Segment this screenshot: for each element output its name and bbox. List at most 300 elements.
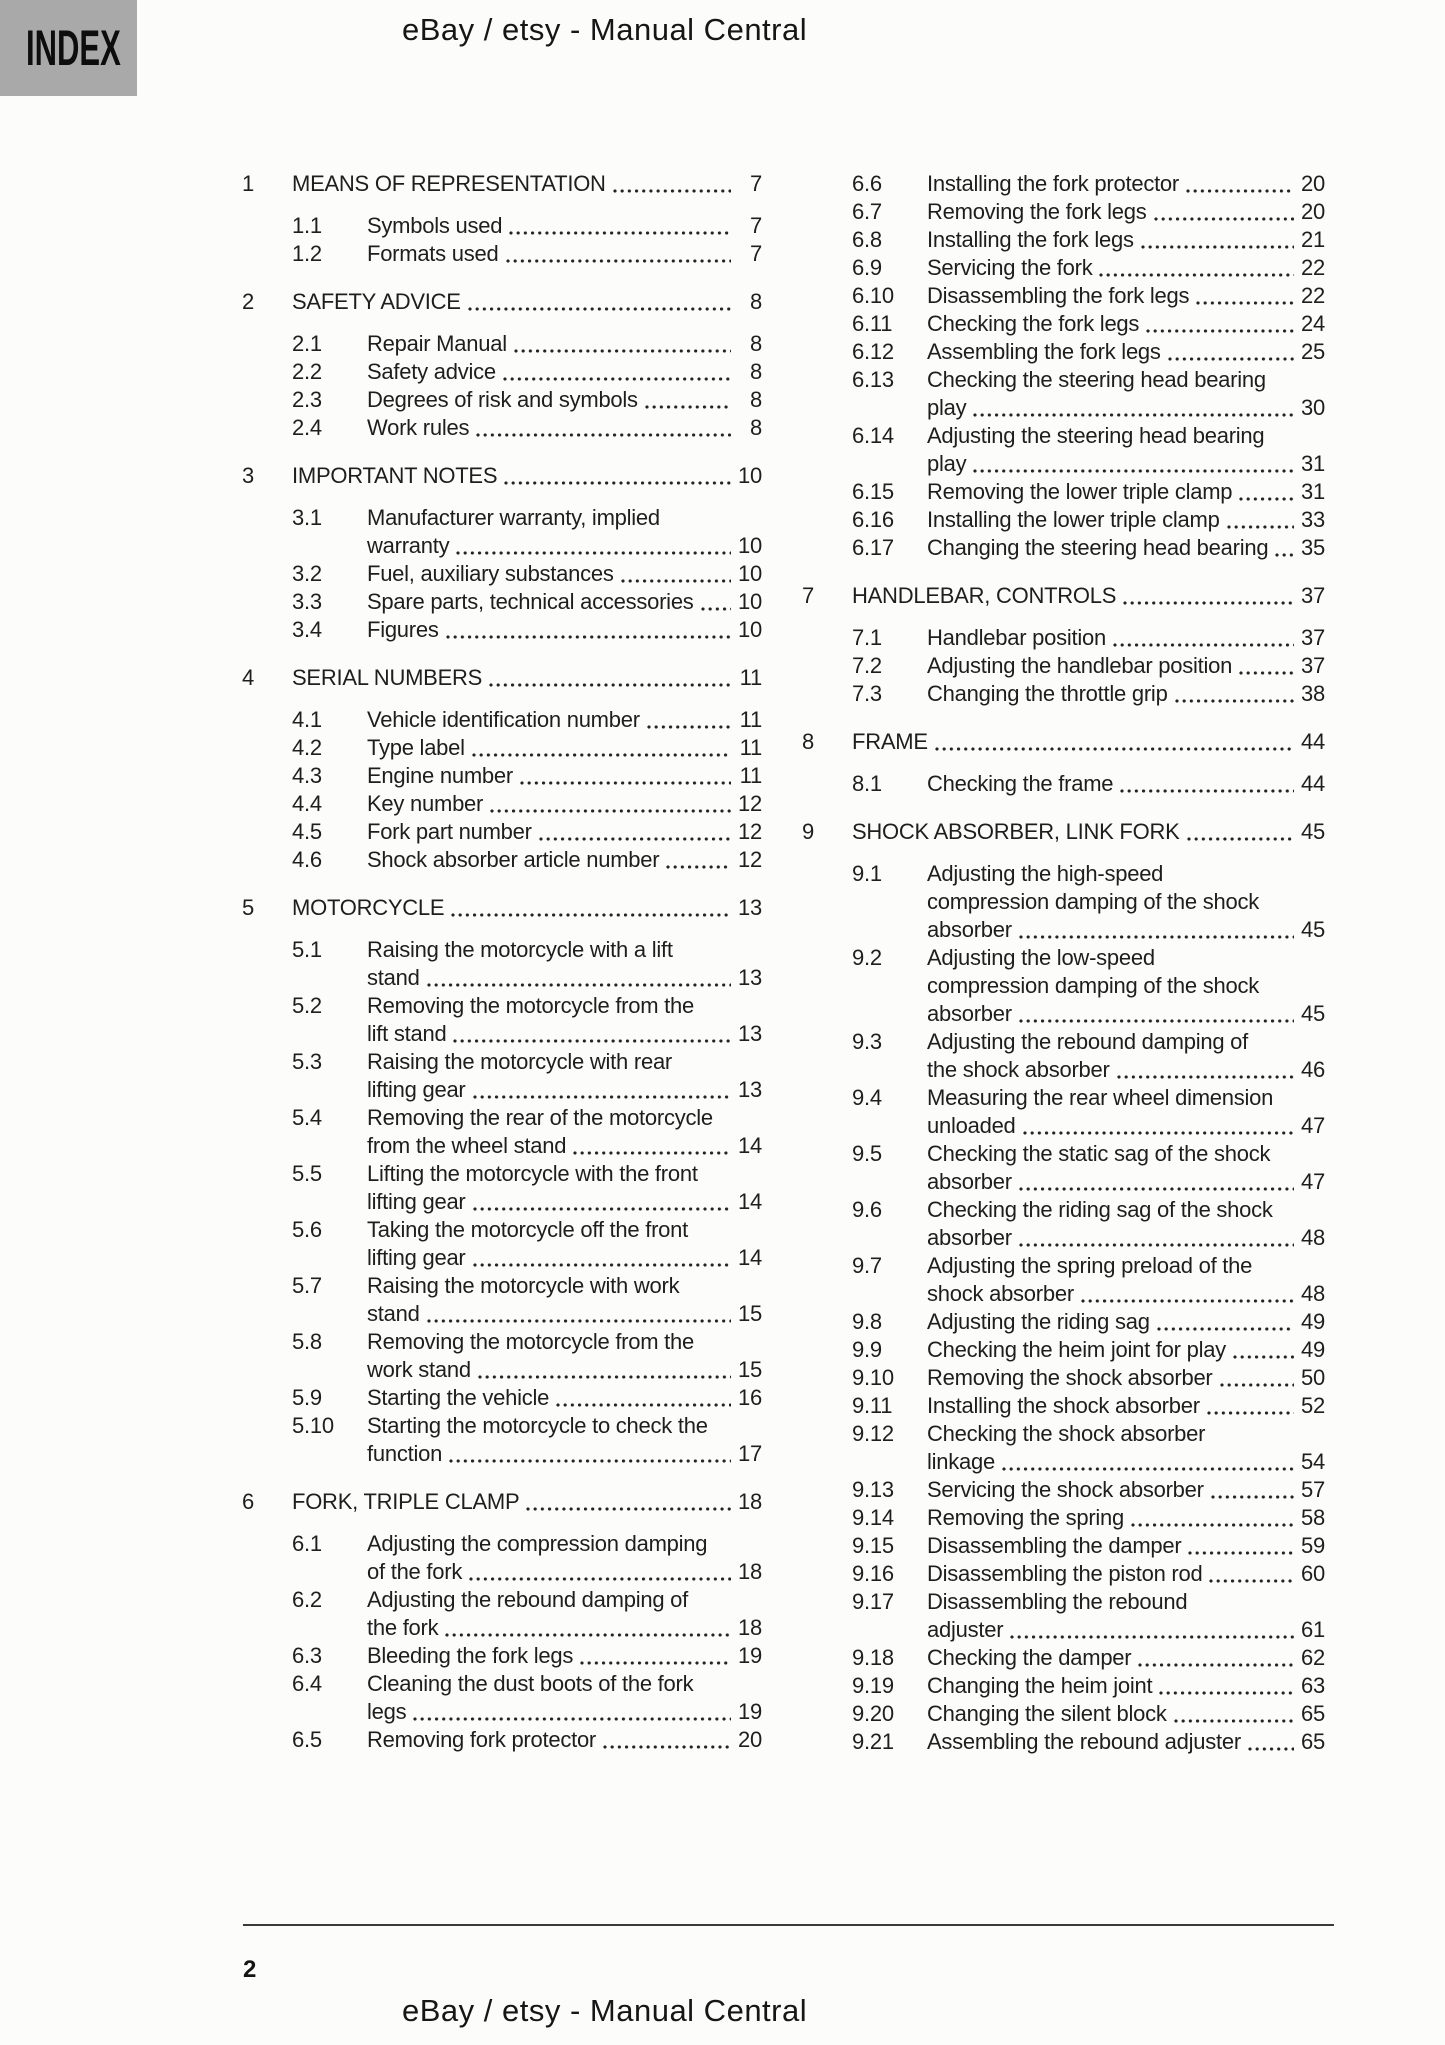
toc-entry-number: 9.10 xyxy=(852,1365,894,1390)
toc-entry-title: legs xyxy=(367,1699,407,1724)
toc-entry-page: 15 xyxy=(738,1357,762,1382)
toc-entry-number: 4.4 xyxy=(292,791,322,816)
toc-entry-number: 7 xyxy=(802,583,814,608)
toc-entry-page: 19 xyxy=(738,1699,762,1724)
toc-entry-number: 6.17 xyxy=(852,535,894,560)
toc-entry-row xyxy=(242,616,762,644)
toc-section-title: SAFETY ADVICE xyxy=(292,289,461,314)
toc-entry-page: 8 xyxy=(750,331,762,356)
toc-entry-title: Starting the vehicle xyxy=(367,1385,550,1410)
toc-entry-number: 9.7 xyxy=(852,1253,882,1278)
toc-entry-title: Installing the fork legs xyxy=(927,227,1134,252)
toc-entry-number: 6.9 xyxy=(852,255,882,280)
toc-entry-title: lifting gear xyxy=(367,1077,466,1102)
toc-entry-page: 49 xyxy=(1301,1337,1325,1362)
toc-entry-page: 13 xyxy=(738,895,762,920)
toc-entry-number: 4 xyxy=(242,665,254,690)
dot-leader xyxy=(1220,1383,1294,1387)
toc-entry-title: warranty xyxy=(367,533,450,558)
toc-entry-row xyxy=(802,1252,1325,1308)
toc-entry-title: Removing the fork legs xyxy=(927,199,1147,224)
toc-entry-number: 6.16 xyxy=(852,507,894,532)
toc-section-title: FORK, TRIPLE CLAMP xyxy=(292,1489,520,1514)
toc-entry-title: Starting the motorcycle to check the xyxy=(367,1413,708,1438)
toc-entry-row xyxy=(802,624,1325,652)
toc-entry-title: Removing the lower triple clamp xyxy=(927,479,1233,504)
toc-entry-page: 10 xyxy=(738,589,762,614)
toc-entry-page: 31 xyxy=(1301,479,1325,504)
toc-entry-page: 49 xyxy=(1301,1309,1325,1334)
toc-section-row xyxy=(242,462,762,490)
toc-entry-title: Assembling the rebound adjuster xyxy=(927,1729,1241,1754)
dot-leader xyxy=(1141,245,1294,249)
toc-entry-title: Adjusting the high-speed xyxy=(927,861,1164,886)
toc-entry-title: Checking the static sag of the shock xyxy=(927,1141,1271,1166)
toc-entry-row xyxy=(802,1420,1325,1476)
toc-entry-row xyxy=(802,310,1325,338)
toc-entry-title: Changing the silent block xyxy=(927,1701,1167,1726)
toc-entry-title: Adjusting the steering head bearing xyxy=(927,423,1265,448)
dot-leader xyxy=(1120,789,1294,793)
toc-entry-page: 50 xyxy=(1301,1365,1325,1390)
toc-entry-title: the shock absorber xyxy=(927,1057,1110,1082)
footer-title: eBay / etsy - Manual Central xyxy=(402,1993,808,2028)
toc-entry-title: Measuring the rear wheel dimension xyxy=(927,1085,1274,1110)
toc-entry-number: 6.13 xyxy=(852,367,894,392)
toc-entry-page: 45 xyxy=(1301,1001,1325,1026)
toc-entry-title: Installing the lower triple clamp xyxy=(927,507,1220,532)
toc-entry-page: 18 xyxy=(738,1615,762,1640)
dot-leader xyxy=(1188,1551,1294,1555)
toc-entry-number: 9.11 xyxy=(852,1393,893,1418)
toc-entry-row xyxy=(802,254,1325,282)
toc-section-row xyxy=(242,288,762,316)
toc-entry-title: Raising the motorcycle with rear xyxy=(367,1049,673,1074)
toc-entry-page: 7 xyxy=(750,171,762,196)
toc-entry-title: Manufacturer warranty, implied xyxy=(367,505,660,530)
dot-leader xyxy=(1113,643,1294,647)
toc-entry-number: 6 xyxy=(242,1489,254,1514)
toc-entry-title: Safety advice xyxy=(367,359,496,384)
toc-entry-number: 9.15 xyxy=(852,1533,894,1558)
dot-leader xyxy=(469,1577,731,1581)
dot-leader xyxy=(1233,1355,1294,1359)
toc-entry-row xyxy=(242,1412,762,1468)
toc-entry-title: Changing the throttle grip xyxy=(927,681,1168,706)
toc-entry-number: 9.1 xyxy=(852,861,882,886)
dot-leader xyxy=(446,635,731,639)
toc-entry-page: 12 xyxy=(738,847,762,872)
toc-entry-title: Shock absorber article number xyxy=(367,847,660,872)
toc-entry-title: Changing the heim joint xyxy=(927,1673,1153,1698)
toc-entry-page: 46 xyxy=(1301,1057,1325,1082)
toc-entry-number: 9.5 xyxy=(852,1141,882,1166)
toc-entry-title: Vehicle identification number xyxy=(367,707,640,732)
toc-entry-title: Adjusting the rebound damping of xyxy=(367,1587,689,1612)
toc-entry-number: 9.19 xyxy=(852,1673,894,1698)
toc-entry-number: 6.2 xyxy=(292,1587,322,1612)
toc-entry-number: 5.10 xyxy=(292,1413,334,1438)
dot-leader xyxy=(506,259,732,263)
dot-leader xyxy=(1010,1635,1294,1639)
dot-leader xyxy=(427,1319,731,1323)
toc-entry-page: 13 xyxy=(738,965,762,990)
toc-entry-row xyxy=(242,240,762,268)
toc-entry-row xyxy=(802,944,1325,1028)
toc-entry-title: adjuster xyxy=(927,1617,1004,1642)
toc-entry-number: 6.10 xyxy=(852,283,894,308)
toc-entry-page: 63 xyxy=(1301,1673,1325,1698)
toc-entry-number: 2.1 xyxy=(292,331,322,356)
toc-entry-title: Taking the motorcycle off the front xyxy=(367,1217,689,1242)
toc-entry-row xyxy=(802,422,1325,478)
dot-leader xyxy=(666,865,731,869)
toc-entry-number: 2.4 xyxy=(292,415,322,440)
dot-leader xyxy=(445,1633,731,1637)
toc-entry-title: stand xyxy=(367,965,420,990)
dot-leader xyxy=(1117,1075,1294,1079)
dot-leader xyxy=(514,349,731,353)
toc-entry-row xyxy=(242,1530,762,1586)
toc-entry-title: Figures xyxy=(367,617,439,642)
toc-entry-page: 65 xyxy=(1301,1701,1325,1726)
toc-entry-number: 5 xyxy=(242,895,254,920)
toc-entry-page: 11 xyxy=(739,707,762,732)
toc-entry-page: 30 xyxy=(1301,395,1325,420)
toc-entry-row xyxy=(242,734,762,762)
toc-entry-number: 3.3 xyxy=(292,589,322,614)
toc-entry-row xyxy=(242,1048,762,1104)
toc-entry-row xyxy=(242,846,762,874)
toc-section-row xyxy=(242,170,762,198)
toc-entry-row xyxy=(242,1160,762,1216)
dot-leader xyxy=(1239,497,1294,501)
toc-entry-number: 9.3 xyxy=(852,1029,882,1054)
toc-entry-number: 7.2 xyxy=(852,653,882,678)
toc-entry-page: 8 xyxy=(750,289,762,314)
dot-leader xyxy=(478,1375,731,1379)
toc-entry-title: Changing the steering head bearing xyxy=(927,535,1269,560)
toc-entry-page: 21 xyxy=(1301,227,1325,252)
toc-entry-title: Checking the heim joint for play xyxy=(927,1337,1226,1362)
toc-entry-title: Lifting the motorcycle with the front xyxy=(367,1161,698,1186)
toc-entry-number: 5.5 xyxy=(292,1161,322,1186)
toc-entry-row xyxy=(242,504,762,560)
toc-entry-title: Disassembling the rebound xyxy=(927,1589,1188,1614)
toc-entry-number: 6.11 xyxy=(852,311,893,336)
toc-section-title: MEANS OF REPRESENTATION xyxy=(292,171,606,196)
toc-section-row xyxy=(802,582,1325,610)
dot-leader xyxy=(621,579,731,583)
toc-entry-title: lift stand xyxy=(367,1021,447,1046)
toc-entry-page: 38 xyxy=(1301,681,1325,706)
toc-entry-row xyxy=(242,1726,762,1754)
toc-entry-number: 2 xyxy=(242,289,254,314)
toc-entry-page: 8 xyxy=(750,415,762,440)
toc-entry-title: play xyxy=(927,451,967,476)
toc-entry-page: 11 xyxy=(739,735,762,760)
index-badge xyxy=(0,0,137,96)
toc-entry-row xyxy=(242,1216,762,1272)
dot-leader xyxy=(1211,1495,1294,1499)
toc-entry-row xyxy=(242,936,762,992)
toc-entry-page: 47 xyxy=(1301,1169,1325,1194)
toc-entry-title: linkage xyxy=(927,1449,995,1474)
toc-entry-row xyxy=(802,478,1325,506)
toc-entry-number: 4.6 xyxy=(292,847,322,872)
toc-entry-number: 5.1 xyxy=(292,937,322,962)
toc-entry-row xyxy=(242,1642,762,1670)
toc-entry-row xyxy=(242,762,762,790)
toc-entry-title: lifting gear xyxy=(367,1245,466,1270)
toc-entry-row xyxy=(242,1586,762,1642)
toc-entry-title: compression damping of the shock xyxy=(927,889,1259,914)
toc-entry-row xyxy=(802,1644,1325,1672)
toc-entry-row xyxy=(802,1308,1325,1336)
toc-entry-row xyxy=(242,1328,762,1384)
toc-entry-page: 60 xyxy=(1301,1561,1325,1586)
toc-entry-row xyxy=(242,1670,762,1726)
toc-entry-row xyxy=(242,560,762,588)
dot-leader xyxy=(1081,1299,1294,1303)
toc-section-row xyxy=(802,728,1325,756)
toc-entry-row xyxy=(802,1476,1325,1504)
toc-entry-title: shock absorber xyxy=(927,1281,1074,1306)
toc-entry-row xyxy=(802,1728,1325,1756)
toc-entry-title: Formats used xyxy=(367,241,499,266)
dot-leader xyxy=(476,433,731,437)
toc-entry-page: 22 xyxy=(1301,255,1325,280)
toc-entry-page: 14 xyxy=(738,1189,762,1214)
toc-entry-number: 6.12 xyxy=(852,339,894,364)
dot-leader xyxy=(1248,1747,1294,1751)
toc-entry-page: 12 xyxy=(738,819,762,844)
toc-entry-title: Fuel, auxiliary substances xyxy=(367,561,614,586)
dot-leader xyxy=(647,725,731,729)
toc-entry-number: 6.4 xyxy=(292,1671,322,1696)
toc-entry-title: Degrees of risk and symbols xyxy=(367,387,638,412)
dot-leader xyxy=(472,753,731,757)
toc-section-title: FRAME xyxy=(852,729,928,754)
toc-entry-page: 7 xyxy=(750,213,762,238)
footer-divider xyxy=(243,1924,1334,1926)
toc-entry-number: 9.6 xyxy=(852,1197,882,1222)
toc-entry-number: 4.1 xyxy=(292,707,322,732)
toc-entry-page: 37 xyxy=(1301,625,1325,650)
toc-section-title: IMPORTANT NOTES xyxy=(292,463,498,488)
toc-entry-title: Removing the motorcycle from the xyxy=(367,993,695,1018)
dot-leader xyxy=(613,189,731,193)
dot-leader xyxy=(935,747,1294,751)
dot-leader xyxy=(1239,671,1294,675)
toc-entry-number: 1 xyxy=(242,171,254,196)
toc-entry-page: 14 xyxy=(738,1133,762,1158)
dot-leader xyxy=(451,913,731,917)
toc-entry-title: Servicing the shock absorber xyxy=(927,1477,1204,1502)
toc-entry-row xyxy=(242,790,762,818)
toc-entry-title: Checking the riding sag of the shock xyxy=(927,1197,1273,1222)
toc-entry-number: 5.7 xyxy=(292,1273,322,1298)
toc-entry-title: Removing the rear of the motorcycle xyxy=(367,1105,713,1130)
dot-leader xyxy=(1099,273,1294,277)
toc-entry-row xyxy=(802,1532,1325,1560)
toc-entry-number: 3.4 xyxy=(292,617,322,642)
dot-leader xyxy=(1023,1131,1294,1135)
toc-entry-title: Work rules xyxy=(367,415,470,440)
dot-leader xyxy=(453,1039,731,1043)
toc-entry-title: Key number xyxy=(367,791,484,816)
dot-leader xyxy=(526,1507,731,1511)
toc-entry-number: 9 xyxy=(802,819,814,844)
toc-entry-number: 9.13 xyxy=(852,1477,894,1502)
toc-entry-number: 5.3 xyxy=(292,1049,322,1074)
toc-entry-number: 4.5 xyxy=(292,819,322,844)
toc-entry-row xyxy=(802,860,1325,944)
toc-entry-number: 9.2 xyxy=(852,945,882,970)
index-badge-label: INDEX xyxy=(26,20,121,76)
toc-entry-row xyxy=(802,1588,1325,1644)
toc-entry-title: Installing the shock absorber xyxy=(927,1393,1200,1418)
toc-entry-number: 1.2 xyxy=(292,241,322,266)
toc-entry-row xyxy=(802,226,1325,254)
toc-entry-page: 16 xyxy=(738,1385,762,1410)
toc-entry-row xyxy=(242,992,762,1048)
toc-entry-number: 6.1 xyxy=(292,1531,322,1556)
dot-leader xyxy=(1275,553,1294,557)
toc-entry-row xyxy=(802,1560,1325,1588)
toc-entry-page: 48 xyxy=(1301,1225,1325,1250)
toc-entry-page: 48 xyxy=(1301,1281,1325,1306)
toc-entry-page: 65 xyxy=(1301,1729,1325,1754)
dot-leader xyxy=(413,1717,731,1721)
dot-leader xyxy=(449,1459,731,1463)
toc-entry-number: 6.14 xyxy=(852,423,894,448)
dot-leader xyxy=(1131,1523,1294,1527)
toc-entry-page: 10 xyxy=(738,561,762,586)
dot-leader xyxy=(973,469,1294,473)
toc-entry-page: 20 xyxy=(1301,171,1325,196)
toc-entry-number: 5.6 xyxy=(292,1217,322,1242)
dot-leader xyxy=(1019,1243,1294,1247)
toc-entry-number: 9.12 xyxy=(852,1421,894,1446)
toc-entry-row xyxy=(802,1700,1325,1728)
dot-leader xyxy=(473,1207,731,1211)
toc-entry-number: 3.1 xyxy=(292,505,322,530)
dot-leader xyxy=(1019,1019,1294,1023)
toc-entry-page: 17 xyxy=(738,1441,762,1466)
dot-leader xyxy=(1159,1691,1294,1695)
toc-entry-page: 7 xyxy=(750,241,762,266)
toc-entry-page: 35 xyxy=(1301,535,1325,560)
toc-entry-number: 9.16 xyxy=(852,1561,894,1586)
toc-entry-page: 10 xyxy=(738,617,762,642)
toc-entry-title: Spare parts, technical accessories xyxy=(367,589,694,614)
toc-entry-number: 6.15 xyxy=(852,479,894,504)
dot-leader xyxy=(1207,1411,1294,1415)
toc-entry-row xyxy=(242,212,762,240)
header-title: eBay / etsy - Manual Central xyxy=(402,12,808,47)
dot-leader xyxy=(1138,1663,1294,1667)
toc-section-row xyxy=(802,818,1325,846)
toc-entry-page: 22 xyxy=(1301,283,1325,308)
toc-entry-page: 25 xyxy=(1301,339,1325,364)
dot-leader xyxy=(1002,1467,1294,1471)
toc-entry-number: 4.3 xyxy=(292,763,322,788)
toc-entry-title: Checking the frame xyxy=(927,771,1114,796)
dot-leader xyxy=(473,1263,731,1267)
toc-entry-row xyxy=(802,506,1325,534)
toc-entry-title: lifting gear xyxy=(367,1189,466,1214)
toc-section-title: SHOCK ABSORBER, LINK FORK xyxy=(852,819,1180,844)
toc-entry-row xyxy=(802,680,1325,708)
toc-entry-number: 9.21 xyxy=(852,1729,894,1754)
dot-leader xyxy=(468,307,731,311)
toc-section-title: HANDLEBAR, CONTROLS xyxy=(852,583,1117,608)
dot-leader xyxy=(509,231,731,235)
toc-column-right xyxy=(802,170,1325,1756)
toc-entry-title: Cleaning the dust boots of the fork xyxy=(367,1671,694,1696)
dot-leader xyxy=(520,781,731,785)
toc-entry-title: compression damping of the shock xyxy=(927,973,1259,998)
toc-entry-page: 20 xyxy=(738,1727,762,1752)
toc-entry-number: 7.1 xyxy=(852,625,882,650)
toc-entry-title: stand xyxy=(367,1301,420,1326)
toc-entry-title: Disassembling the fork legs xyxy=(927,283,1190,308)
toc-entry-title: work stand xyxy=(367,1357,471,1382)
toc-entry-page: 44 xyxy=(1301,729,1325,754)
toc-entry-row xyxy=(242,588,762,616)
toc-entry-page: 15 xyxy=(738,1301,762,1326)
toc-entry-title: Checking the steering head bearing xyxy=(927,367,1266,392)
toc-entry-title: Raising the motorcycle with a lift xyxy=(367,937,673,962)
dot-leader xyxy=(1175,699,1294,703)
toc-column-left xyxy=(242,170,762,1754)
toc-entry-title: Symbols used xyxy=(367,213,503,238)
dot-leader xyxy=(1157,1327,1294,1331)
toc-entry-row xyxy=(802,652,1325,680)
toc-entry-number: 9.17 xyxy=(852,1589,894,1614)
toc-entry-title: Bleeding the fork legs xyxy=(367,1643,574,1668)
toc-entry-page: 44 xyxy=(1301,771,1325,796)
toc-entry-page: 10 xyxy=(738,533,762,558)
toc-entry-row xyxy=(242,386,762,414)
toc-entry-page: 19 xyxy=(738,1643,762,1668)
dot-leader xyxy=(1186,189,1294,193)
toc-entry-number: 6.5 xyxy=(292,1727,322,1752)
dot-leader xyxy=(489,683,731,687)
toc-entry-number: 5.8 xyxy=(292,1329,322,1354)
dot-leader xyxy=(1123,601,1294,605)
dot-leader xyxy=(701,607,731,611)
toc-entry-title: Assembling the fork legs xyxy=(927,339,1161,364)
toc-entry-row xyxy=(802,770,1325,798)
toc-entry-title: Installing the fork protector xyxy=(927,171,1179,196)
toc-entry-page: 10 xyxy=(738,463,762,488)
toc-entry-number: 6.8 xyxy=(852,227,882,252)
toc-entry-number: 5.4 xyxy=(292,1105,322,1130)
toc-entry-title: Adjusting the riding sag xyxy=(927,1309,1150,1334)
toc-entry-title: Removing the shock absorber xyxy=(927,1365,1213,1390)
toc-entry-number: 7.3 xyxy=(852,681,882,706)
toc-entry-title: absorber xyxy=(927,1001,1012,1026)
toc-entry-page: 20 xyxy=(1301,199,1325,224)
toc-entry-page: 33 xyxy=(1301,507,1325,532)
toc-entry-row xyxy=(802,1364,1325,1392)
toc-entry-row xyxy=(802,170,1325,198)
toc-entry-number: 9.4 xyxy=(852,1085,882,1110)
toc-entry-page: 12 xyxy=(738,791,762,816)
toc-entry-number: 1.1 xyxy=(292,213,322,238)
